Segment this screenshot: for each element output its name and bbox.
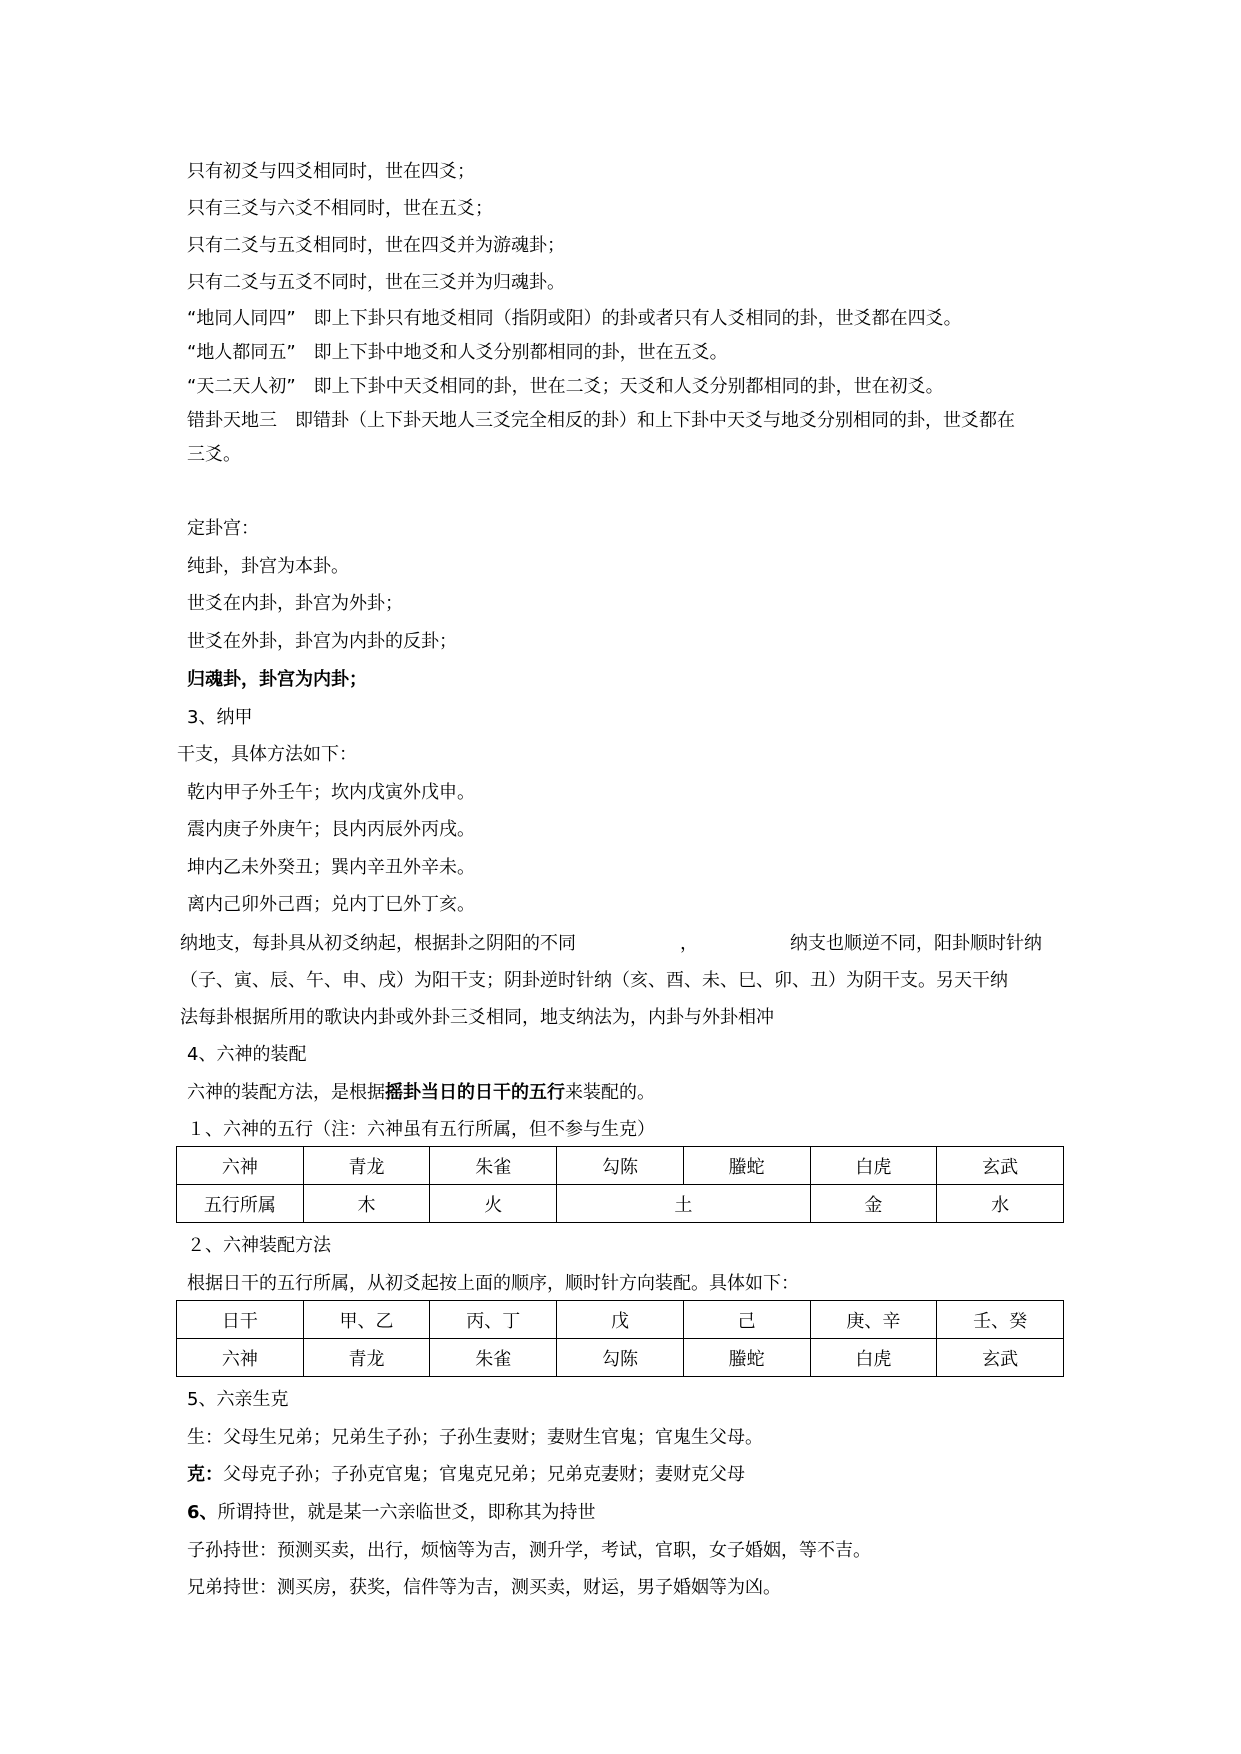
liushen-heading: 4、六神的装配 [187,1044,307,1065]
palace-item-bold: 归魂卦，卦宫为内卦； [187,669,367,690]
table-cell: 壬、癸 [937,1301,1064,1339]
liushen-sub2-desc: 根据日干的五行所属，从初爻起按上面的顺序，顺时针方向装配。具体如下： [187,1273,799,1294]
najia-line: 震内庚子外庚午；艮内丙辰外丙戌。 [187,819,475,840]
rule-line: 只有三爻与六爻不相同时，世在五爻； [187,198,493,219]
wuxing-table [176,1146,1064,1223]
table-cell: 六神 [177,1147,304,1185]
table-cell: 青龙 [303,1147,430,1185]
table-cell: 白虎 [810,1147,937,1185]
najia-line: 乾内甲子外壬午；坎内戊寅外戊申。 [187,782,475,803]
rule-line: 只有初爻与四爻相同时，世在四爻； [187,161,475,182]
rule-line: “天二天人初” 即上下卦中天爻相同的卦，世在二爻；天爻和人爻分别都相同的卦，世在初爻。 [187,376,944,397]
table-cell: 勾陈 [557,1147,684,1185]
najia-heading: 3、纳甲 [187,707,253,728]
table-row [177,1147,1064,1185]
table-cell: 木 [303,1185,430,1223]
table-row [177,1339,1064,1377]
table-cell: 丙、丁 [430,1301,557,1339]
table-cell: 朱雀 [430,1339,557,1377]
table-cell: 庚、辛 [810,1301,937,1339]
liuqin-ke: 克：父母克子孙；子孙克官鬼；官鬼克兄弟；兄弟克妻财；妻财克父母 [187,1464,745,1485]
rule-line: “地同人同四” 即上下卦只有地爻相同（指阴或阳）的卦或者只有人爻相同的卦，世爻都在四爻。 [187,308,962,329]
table-cell: 火 [430,1185,557,1223]
table-cell: 六神 [177,1339,304,1377]
table-cell: 勾陈 [557,1339,684,1377]
liushen-method: 六神的装配方法，是根据摇卦当日的日干的五行来装配的。 [187,1082,655,1103]
rule-line: 三爻。 [187,444,241,465]
liushen-sub1: １、六神的五行（注：六神虽有五行所属，但不参与生克） [187,1119,655,1140]
liuqin-heading: 5、六亲生克 [187,1389,289,1410]
table-row [177,1185,1064,1223]
chishi-heading: 6、所谓持世，就是某一六亲临世爻，即称其为持世 [187,1502,596,1523]
table-cell: 玄武 [937,1147,1064,1185]
table-cell: 己 [683,1301,810,1339]
table-cell: 白虎 [810,1339,937,1377]
najia-intro: 干支，具体方法如下： [177,744,357,765]
table-cell: 戊 [557,1301,684,1339]
table-cell: 青龙 [303,1339,430,1377]
najia-paragraph-line: （子、寅、辰、午、申、戌）为阳干支；阴卦逆时针纳（亥、酉、未、巳、卯、丑）为阴干支。另天干纳 [180,970,1008,991]
table-cell: 螣蛇 [683,1147,810,1185]
palace-heading: 定卦宫： [187,518,259,539]
rule-line: “地人都同五” 即上下卦中地爻和人爻分别都相同的卦，世在五爻。 [187,342,728,363]
najia-paragraph-part: 纳地支，每卦具从初爻纳起，根据卦之阴阳的不同 [180,933,576,954]
rule-line: 只有二爻与五爻相同时，世在四爻并为游魂卦； [187,235,565,256]
table-cell: 水 [937,1185,1064,1223]
table-cell: 朱雀 [430,1147,557,1185]
table-cell: 螣蛇 [683,1339,810,1377]
liushen-sub2: ２、六神装配方法 [187,1235,331,1256]
najia-line: 离内己卯外己酉；兑内丁巳外丁亥。 [187,894,475,915]
rule-line: 错卦天地三 即错卦（上下卦天地人三爻完全相反的卦）和上下卦中天爻与地爻分别相同的卦，世爻都在 [187,410,1015,431]
najia-paragraph-line: 法每卦根据所用的歌诀内卦或外卦三爻相同，地支纳法为，内卦与外卦相冲 [180,1007,774,1028]
najia-paragraph-part: ， [680,933,698,954]
table-cell: 金 [810,1185,937,1223]
rigan-table [176,1300,1064,1377]
liuqin-sheng: 生：父母生兄弟；兄弟生子孙；子孙生妻财；妻财生官鬼；官鬼生父母。 [187,1427,763,1448]
palace-item: 世爻在外卦，卦宫为内卦的反卦； [187,631,457,652]
najia-line: 坤内乙未外癸丑；巽内辛丑外辛未。 [187,857,475,878]
table-row [177,1301,1064,1339]
table-cell: 日干 [177,1301,304,1339]
chishi-xiongdi: 兄弟持世：测买房，获奖，信件等为吉，测买卖，财运，男子婚姻等为凶。 [187,1577,781,1598]
table-cell: 玄武 [937,1339,1064,1377]
table-cell: 甲、乙 [303,1301,430,1339]
najia-paragraph-part: 纳支也顺逆不同，阳卦顺时针纳 [790,933,1042,954]
chishi-zisun: 子孙持世：预测买卖，出行，烦恼等为吉，测升学，考试，官职，女子婚姻，等不吉。 [187,1540,871,1561]
palace-item: 纯卦，卦宫为本卦。 [187,556,349,577]
table-cell: 五行所属 [177,1185,304,1223]
table-cell: 土 [557,1185,810,1223]
palace-item: 世爻在内卦，卦宫为外卦； [187,593,403,614]
rule-line: 只有二爻与五爻不同时，世在三爻并为归魂卦。 [187,272,565,293]
